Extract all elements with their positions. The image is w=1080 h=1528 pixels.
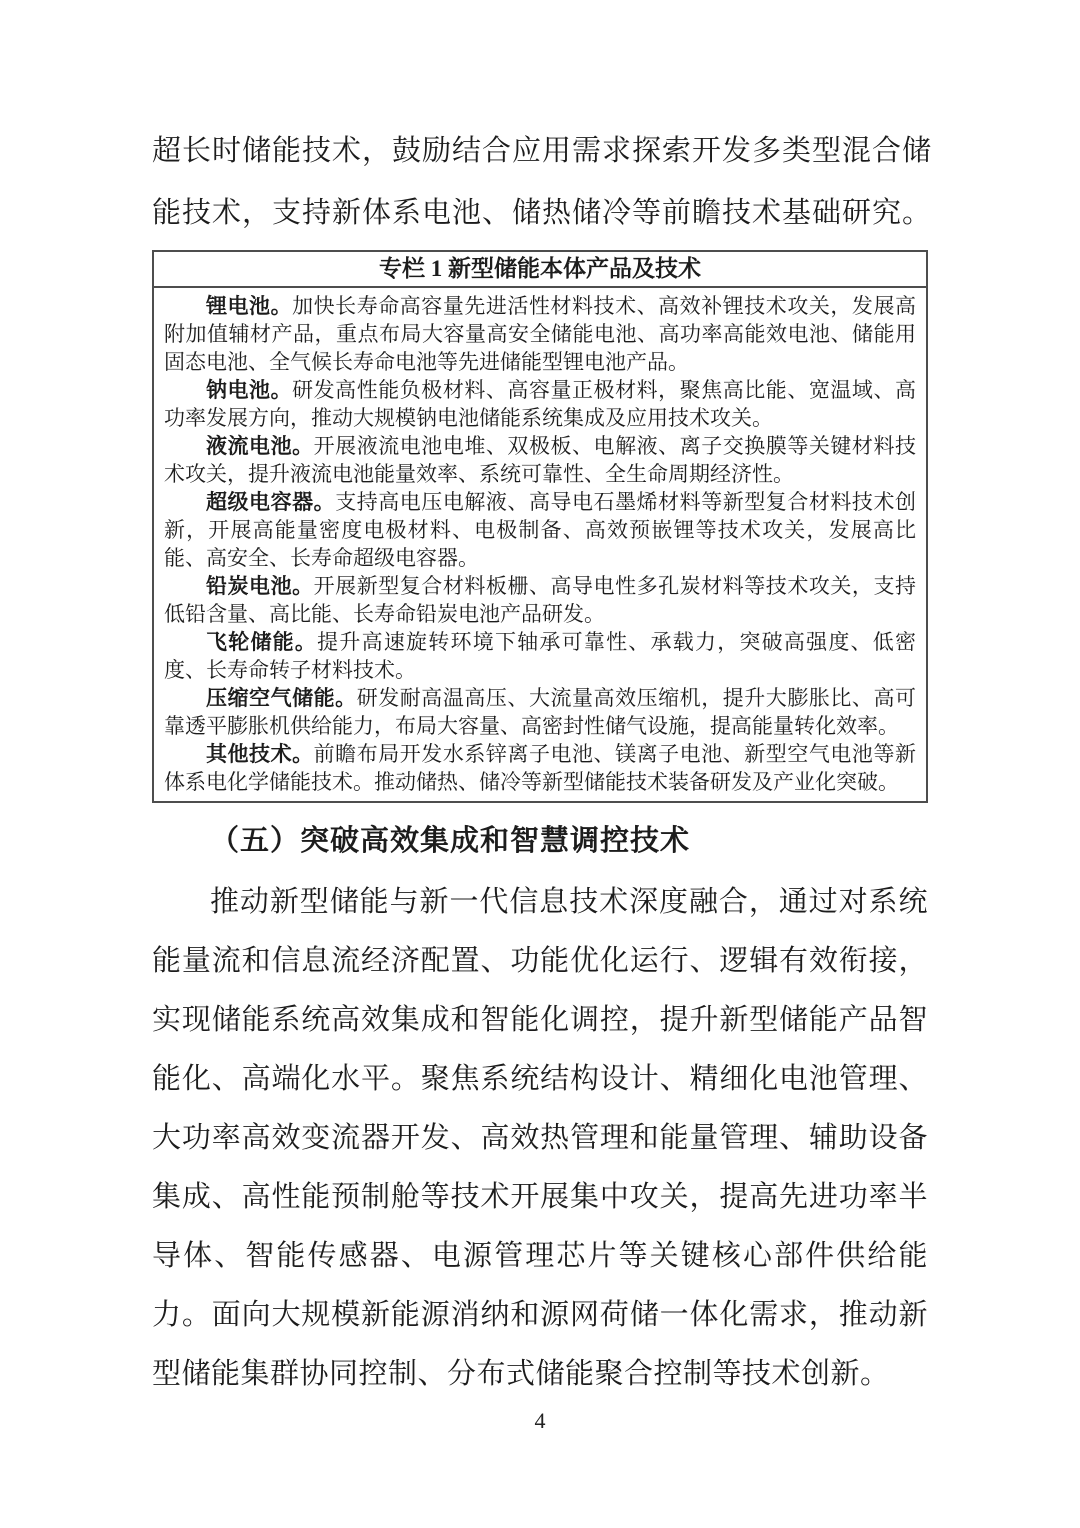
box-item-term: 液流电池。 bbox=[206, 434, 314, 458]
box-item-lithium-battery bbox=[164, 292, 916, 376]
box-item-flow-battery bbox=[164, 432, 916, 488]
box-item-supercapacitor bbox=[164, 488, 916, 572]
box-item-term: 其他技术。 bbox=[206, 742, 314, 766]
section-heading: （五）突破高效集成和智慧调控技术 bbox=[210, 825, 691, 857]
box-item-text: 研发高性能负极材料、高容量正极材料，聚焦高比能、宽温域、高功率发展方向，推动大规模钠电池储能系统集成及应用技术攻关。 bbox=[164, 378, 916, 430]
section-paragraph: 推动新型储能与新一代信息技术深度融合，通过对系统能量流和信息流经济配置、功能优化运行、逻辑有效衔接，实现储能系统高效集成和智能化调控，提升新型储能产品智能化、高端化水平。聚焦系统结构设计、精细化电池管理、大功率高效变流器开发、高效热管理和能量管理、辅助设备集成、高性能预制舱等技术开展集中攻关，提高先进功率半导体、智能传感器、电源管理芯片等关键核心部件供给能力。面向大规模新能源消纳和源网荷储一体化需求，推动新型储能集群协同控制、分布式储能聚合控制等技术创新。 bbox=[152, 886, 928, 1390]
box-item-text: 提升高速旋转环境下轴承可靠性、承载力，突破高强度、低密度、长寿命转子材料技术。 bbox=[164, 630, 917, 682]
intro-paragraph bbox=[152, 120, 933, 244]
box-item-flywheel-storage bbox=[164, 628, 916, 684]
feature-box-body bbox=[154, 288, 926, 801]
intro-line-1: 超长时储能技术，鼓励结合应用需求探索开发多类型混合储 bbox=[152, 135, 933, 167]
box-item-text: 前瞻布局开发水系锌离子电池、镁离子电池、新型空气电池等新体系电化学储能技术。推动储热、储冷等新型储能技术装备研发及产业化突破。 bbox=[164, 742, 916, 794]
box-item-term: 飞轮储能。 bbox=[206, 630, 318, 654]
box-item-term: 铅炭电池。 bbox=[206, 574, 314, 598]
feature-box bbox=[152, 250, 928, 803]
box-item-term: 钠电池。 bbox=[206, 378, 293, 402]
page-number: 4 bbox=[534, 1408, 546, 1433]
box-item-lead-carbon-battery bbox=[164, 572, 916, 628]
box-item-sodium-battery bbox=[164, 376, 916, 432]
box-item-term: 超级电容器。 bbox=[206, 490, 336, 514]
box-item-compressed-air-storage bbox=[164, 684, 916, 740]
box-item-other-technologies bbox=[164, 740, 916, 796]
box-item-term: 锂电池。 bbox=[206, 294, 293, 318]
intro-line-2: 能技术，支持新体系电池、储热储冷等前瞻技术基础研究。 bbox=[152, 197, 933, 229]
box-item-text: 支持高电压电解液、高导电石墨烯材料等新型复合材料技术创新，开展高能量密度电极材料、电极制备、高效预嵌锂等技术攻关，发展高比能、高安全、长寿命超级电容器。 bbox=[164, 490, 916, 570]
box-item-text: 开展液流电池电堆、双极板、电解液、离子交换膜等关键材料技术攻关，提升液流电池能量效率、系统可靠性、全生命周期经济性。 bbox=[164, 434, 916, 486]
box-item-text: 研发耐高温高压、大流量高效压缩机，提升大膨胀比、高可靠透平膨胀机供给能力，布局大容量、高密封性储气设施，提高能量转化效率。 bbox=[164, 686, 916, 738]
feature-box-title: 专栏 1 新型储能本体产品及技术 bbox=[154, 252, 926, 288]
box-item-text: 开展新型复合材料板栅、高导电性多孔炭材料等技术攻关，支持低铅含量、高比能、长寿命铅炭电池产品研发。 bbox=[164, 574, 916, 626]
box-item-text: 加快长寿命高容量先进活性材料技术、高效补锂技术攻关，发展高附加值辅材产品，重点布局大容量高安全储能电池、高功率高能效电池、储能用固态电池、全气候长寿命电池等先进储能型锂电池产品。 bbox=[164, 294, 916, 374]
box-item-term: 压缩空气储能。 bbox=[206, 686, 357, 710]
